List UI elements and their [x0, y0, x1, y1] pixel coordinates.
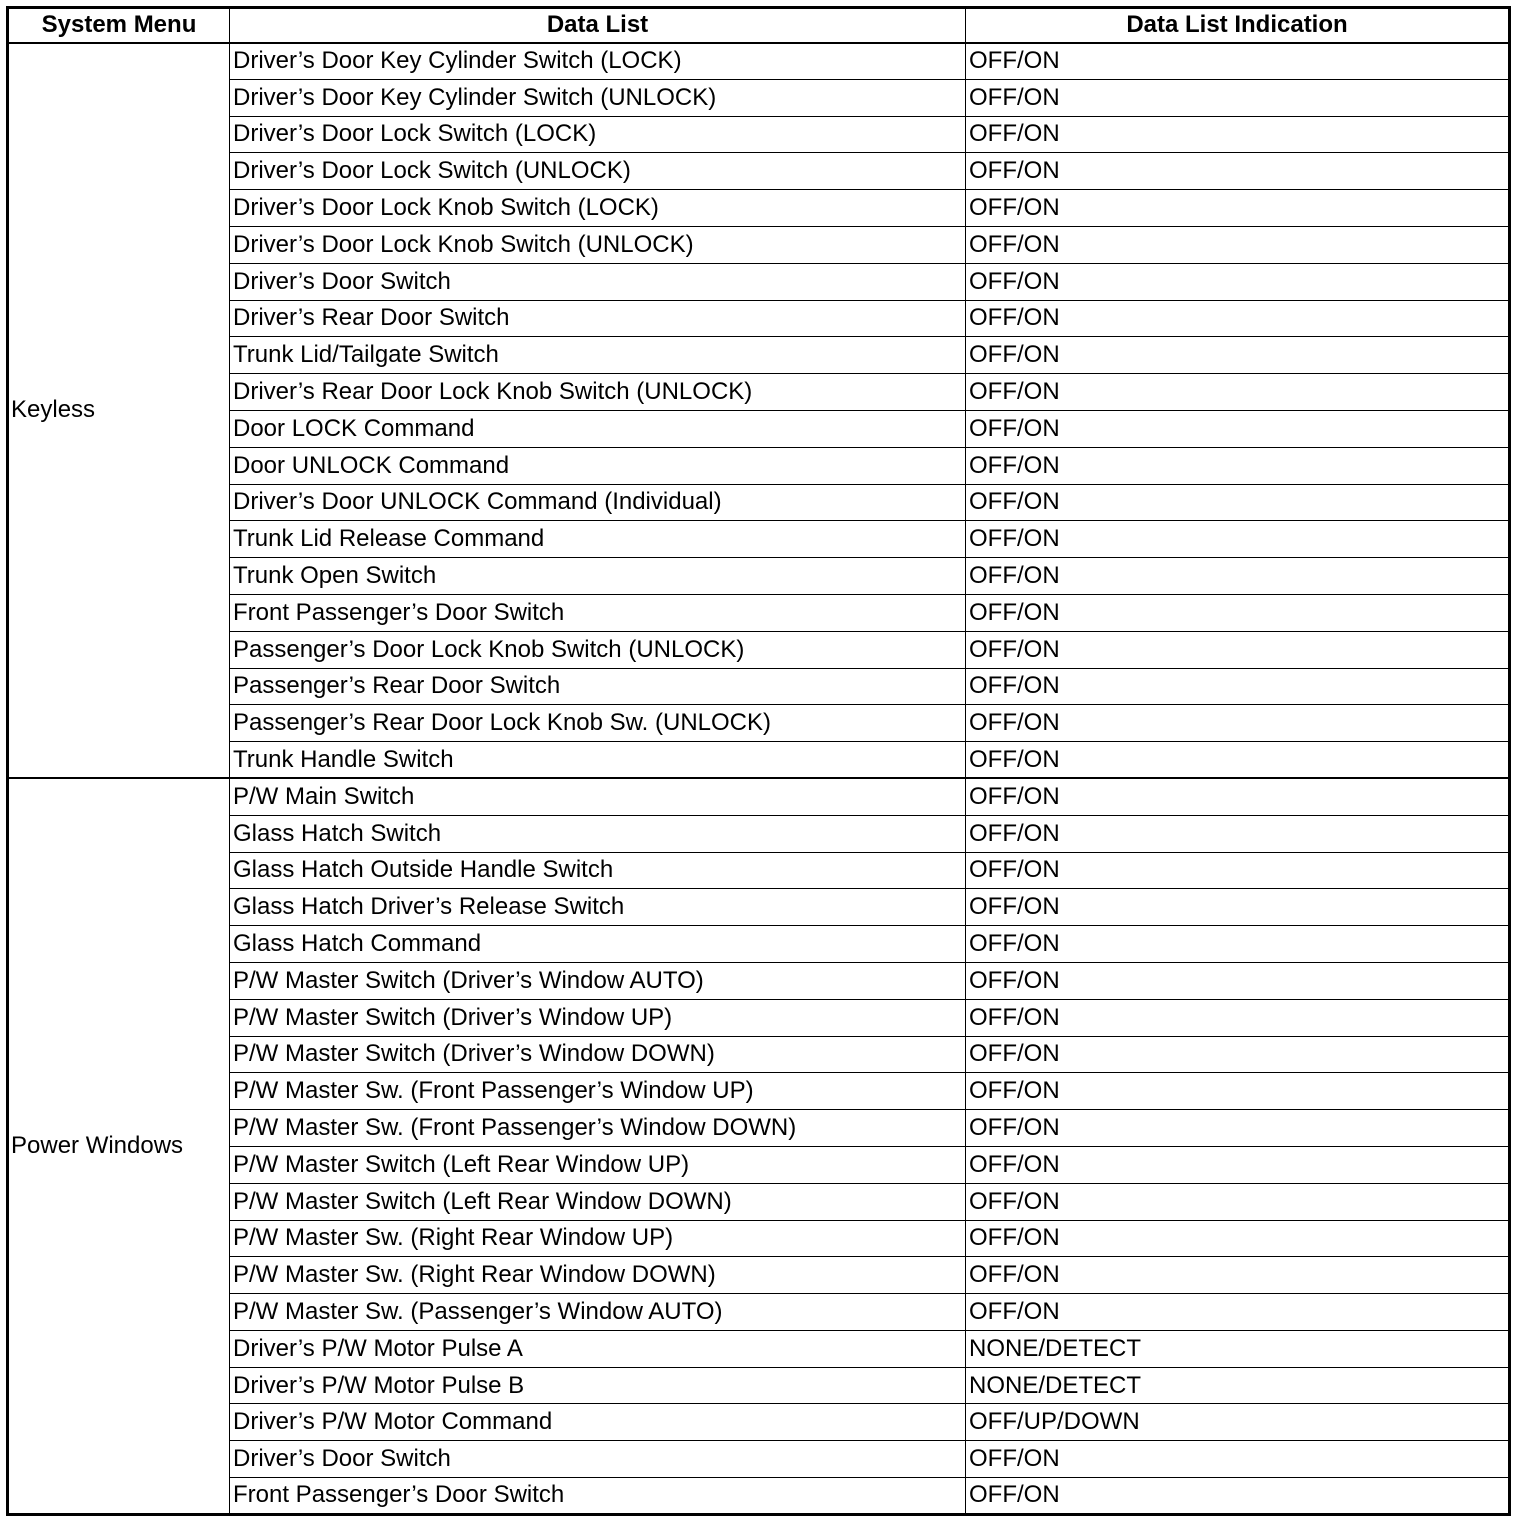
- indication-cell: OFF/ON: [966, 1146, 1510, 1183]
- data-list-item-cell: Passenger’s Door Lock Knob Switch (UNLOCK): [230, 631, 966, 668]
- indication-cell: OFF/ON: [966, 558, 1510, 595]
- data-list-item-cell: Glass Hatch Command: [230, 926, 966, 963]
- table-row: [8, 999, 1510, 1036]
- indication-cell: OFF/ON: [966, 999, 1510, 1036]
- table-row: [8, 1441, 1510, 1478]
- indication-cell: OFF/ON: [966, 190, 1510, 227]
- indication-cell: OFF/ON: [966, 1073, 1510, 1110]
- data-list-item-cell: Driver’s Door Lock Switch (LOCK): [230, 116, 966, 153]
- system-menu-cell: Power Windows: [8, 778, 230, 1514]
- table-row: [8, 226, 1510, 263]
- indication-cell: OFF/ON: [966, 300, 1510, 337]
- data-list-item-cell: Glass Hatch Driver’s Release Switch: [230, 889, 966, 926]
- data-list-item-cell: P/W Master Sw. (Right Rear Window UP): [230, 1220, 966, 1257]
- table-row: [8, 337, 1510, 374]
- table-row: [8, 374, 1510, 411]
- data-list-item-cell: P/W Master Sw. (Front Passenger’s Window UP): [230, 1073, 966, 1110]
- data-list-item-cell: P/W Main Switch: [230, 778, 966, 815]
- data-list-item-cell: Driver’s Rear Door Lock Knob Switch (UNLOCK): [230, 374, 966, 411]
- indication-cell: OFF/ON: [966, 521, 1510, 558]
- header-data-list: Data List: [230, 8, 966, 43]
- table-row: [8, 116, 1510, 153]
- data-list-item-cell: Driver’s Door Key Cylinder Switch (LOCK): [230, 43, 966, 80]
- data-list-item-cell: Driver’s Door Lock Switch (UNLOCK): [230, 153, 966, 190]
- indication-cell: OFF/ON: [966, 447, 1510, 484]
- indication-cell: OFF/ON: [966, 337, 1510, 374]
- header-row: [8, 8, 1510, 43]
- indication-cell: OFF/ON: [966, 926, 1510, 963]
- data-list-item-cell: Driver’s Door UNLOCK Command (Individual): [230, 484, 966, 521]
- header-indication: Data List Indication: [966, 8, 1510, 43]
- data-list-item-cell: Driver’s Door Lock Knob Switch (LOCK): [230, 190, 966, 227]
- indication-cell: OFF/ON: [966, 1294, 1510, 1331]
- data-list-item-cell: P/W Master Switch (Driver’s Window UP): [230, 999, 966, 1036]
- table-row: [8, 852, 1510, 889]
- indication-cell: OFF/ON: [966, 1110, 1510, 1147]
- table-row: [8, 1110, 1510, 1147]
- table-row: [8, 1367, 1510, 1404]
- data-list-item-cell: Driver’s Door Switch: [230, 263, 966, 300]
- indication-cell: OFF/ON: [966, 594, 1510, 631]
- indication-cell: OFF/ON: [966, 116, 1510, 153]
- table-row: [8, 484, 1510, 521]
- header-system-menu: System Menu: [8, 8, 230, 43]
- data-list-item-cell: P/W Master Sw. (Passenger’s Window AUTO): [230, 1294, 966, 1331]
- table-row: [8, 300, 1510, 337]
- data-list-item-cell: Driver’s P/W Motor Pulse A: [230, 1330, 966, 1367]
- table-row: [8, 926, 1510, 963]
- data-list-item-cell: Passenger’s Rear Door Switch: [230, 668, 966, 705]
- indication-cell: OFF/ON: [966, 1036, 1510, 1073]
- table-row: [8, 742, 1510, 779]
- indication-cell: OFF/ON: [966, 852, 1510, 889]
- data-list-item-cell: Trunk Lid/Tailgate Switch: [230, 337, 966, 374]
- table-row: [8, 594, 1510, 631]
- table-row: [8, 1183, 1510, 1220]
- data-list-item-cell: P/W Master Switch (Driver’s Window DOWN): [230, 1036, 966, 1073]
- data-list-item-cell: P/W Master Switch (Left Rear Window UP): [230, 1146, 966, 1183]
- indication-cell: OFF/ON: [966, 374, 1510, 411]
- data-list-item-cell: P/W Master Sw. (Front Passenger’s Window DOWN): [230, 1110, 966, 1147]
- indication-cell: OFF/ON: [966, 631, 1510, 668]
- indication-cell: OFF/ON: [966, 43, 1510, 80]
- table-row: [8, 1036, 1510, 1073]
- table-row: [8, 190, 1510, 227]
- indication-cell: OFF/UP/DOWN: [966, 1404, 1510, 1441]
- data-list-item-cell: Driver’s P/W Motor Command: [230, 1404, 966, 1441]
- table-row: [8, 79, 1510, 116]
- data-list-item-cell: Trunk Open Switch: [230, 558, 966, 595]
- table-row: [8, 1330, 1510, 1367]
- table-row: [8, 1404, 1510, 1441]
- table-row: [8, 1478, 1510, 1515]
- table-row: [8, 815, 1510, 852]
- indication-cell: OFF/ON: [966, 79, 1510, 116]
- data-list-item-cell: Door LOCK Command: [230, 410, 966, 447]
- table-row: [8, 631, 1510, 668]
- table-row: [8, 1257, 1510, 1294]
- data-list-item-cell: Door UNLOCK Command: [230, 447, 966, 484]
- data-list-item-cell: Driver’s Door Lock Knob Switch (UNLOCK): [230, 226, 966, 263]
- table-row: [8, 889, 1510, 926]
- indication-cell: OFF/ON: [966, 668, 1510, 705]
- indication-cell: NONE/DETECT: [966, 1330, 1510, 1367]
- data-list-item-cell: Trunk Handle Switch: [230, 742, 966, 779]
- data-list-item-cell: P/W Master Switch (Left Rear Window DOWN): [230, 1183, 966, 1220]
- table-row: [8, 1073, 1510, 1110]
- table-row: [8, 153, 1510, 190]
- indication-cell: OFF/ON: [966, 153, 1510, 190]
- indication-cell: NONE/DETECT: [966, 1367, 1510, 1404]
- indication-cell: OFF/ON: [966, 705, 1510, 742]
- table-row: [8, 778, 1510, 815]
- indication-cell: OFF/ON: [966, 889, 1510, 926]
- table-row: [8, 447, 1510, 484]
- indication-cell: OFF/ON: [966, 778, 1510, 815]
- data-list-item-cell: Passenger’s Rear Door Lock Knob Sw. (UNLOCK): [230, 705, 966, 742]
- data-list-item-cell: Driver’s Door Key Cylinder Switch (UNLOCK): [230, 79, 966, 116]
- table-row: [8, 962, 1510, 999]
- indication-cell: OFF/ON: [966, 1478, 1510, 1515]
- data-list-item-cell: Front Passenger’s Door Switch: [230, 594, 966, 631]
- table-row: [8, 1146, 1510, 1183]
- table-row: [8, 521, 1510, 558]
- table-row: [8, 558, 1510, 595]
- data-list-item-cell: Glass Hatch Switch: [230, 815, 966, 852]
- indication-cell: OFF/ON: [966, 1441, 1510, 1478]
- table-row: [8, 1220, 1510, 1257]
- indication-cell: OFF/ON: [966, 815, 1510, 852]
- indication-cell: OFF/ON: [966, 226, 1510, 263]
- table-row: [8, 410, 1510, 447]
- data-list-item-cell: Trunk Lid Release Command: [230, 521, 966, 558]
- data-list-item-cell: Front Passenger’s Door Switch: [230, 1478, 966, 1515]
- indication-cell: OFF/ON: [966, 263, 1510, 300]
- data-list-item-cell: Driver’s P/W Motor Pulse B: [230, 1367, 966, 1404]
- system-menu-cell: Keyless: [8, 43, 230, 779]
- data-list-item-cell: Glass Hatch Outside Handle Switch: [230, 852, 966, 889]
- data-list-table: [6, 6, 1511, 1516]
- data-list-item-cell: Driver’s Rear Door Switch: [230, 300, 966, 337]
- indication-cell: OFF/ON: [966, 410, 1510, 447]
- table-row: [8, 1294, 1510, 1331]
- table-body: [8, 43, 1510, 1515]
- table-row: [8, 705, 1510, 742]
- indication-cell: OFF/ON: [966, 1220, 1510, 1257]
- indication-cell: OFF/ON: [966, 1257, 1510, 1294]
- indication-cell: OFF/ON: [966, 742, 1510, 779]
- indication-cell: OFF/ON: [966, 1183, 1510, 1220]
- data-list-item-cell: P/W Master Switch (Driver’s Window AUTO): [230, 962, 966, 999]
- indication-cell: OFF/ON: [966, 484, 1510, 521]
- table-row: [8, 668, 1510, 705]
- table-row: [8, 263, 1510, 300]
- indication-cell: OFF/ON: [966, 962, 1510, 999]
- data-list-item-cell: P/W Master Sw. (Right Rear Window DOWN): [230, 1257, 966, 1294]
- data-list-item-cell: Driver’s Door Switch: [230, 1441, 966, 1478]
- table-row: [8, 43, 1510, 80]
